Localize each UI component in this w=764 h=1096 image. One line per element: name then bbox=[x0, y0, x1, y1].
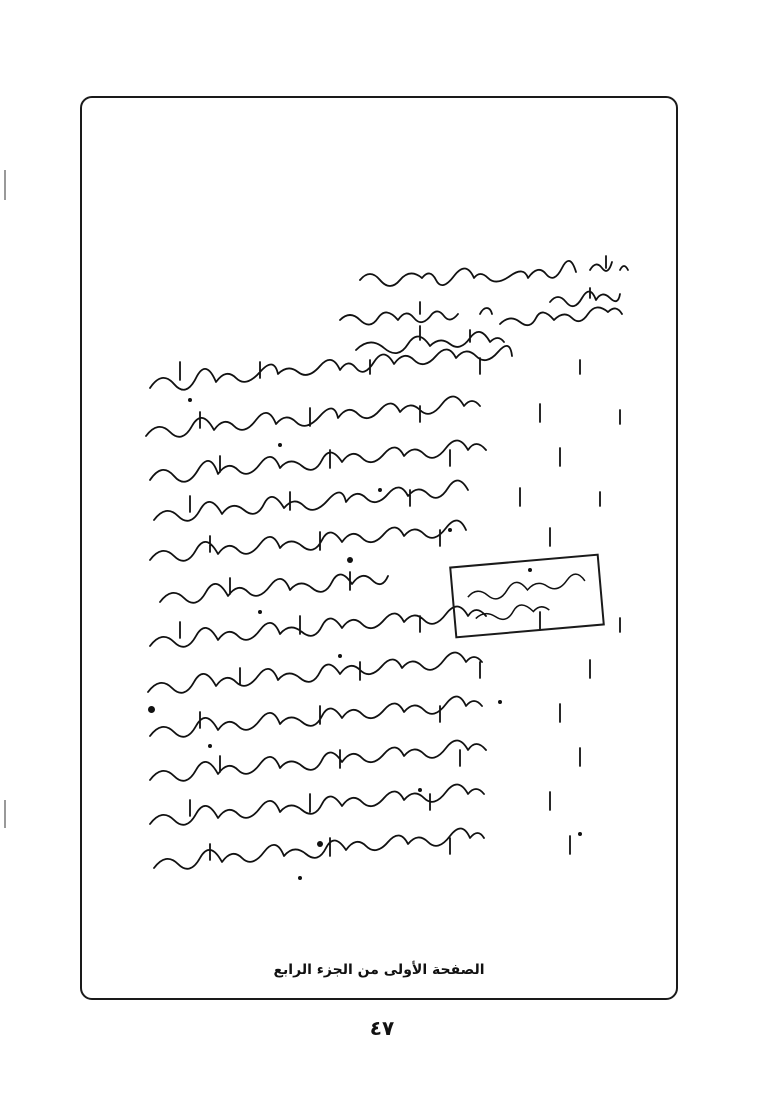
scan-edge-bottom bbox=[4, 800, 6, 828]
page-caption: الصفحة الأولى من الجزء الرابع bbox=[273, 962, 485, 978]
manuscript-header-lines bbox=[340, 256, 628, 353]
seal-stamp-icon bbox=[449, 554, 605, 639]
scan-edge-top bbox=[4, 170, 6, 200]
ink-blot bbox=[148, 706, 155, 713]
page-number: ٤٧ bbox=[369, 1016, 395, 1040]
